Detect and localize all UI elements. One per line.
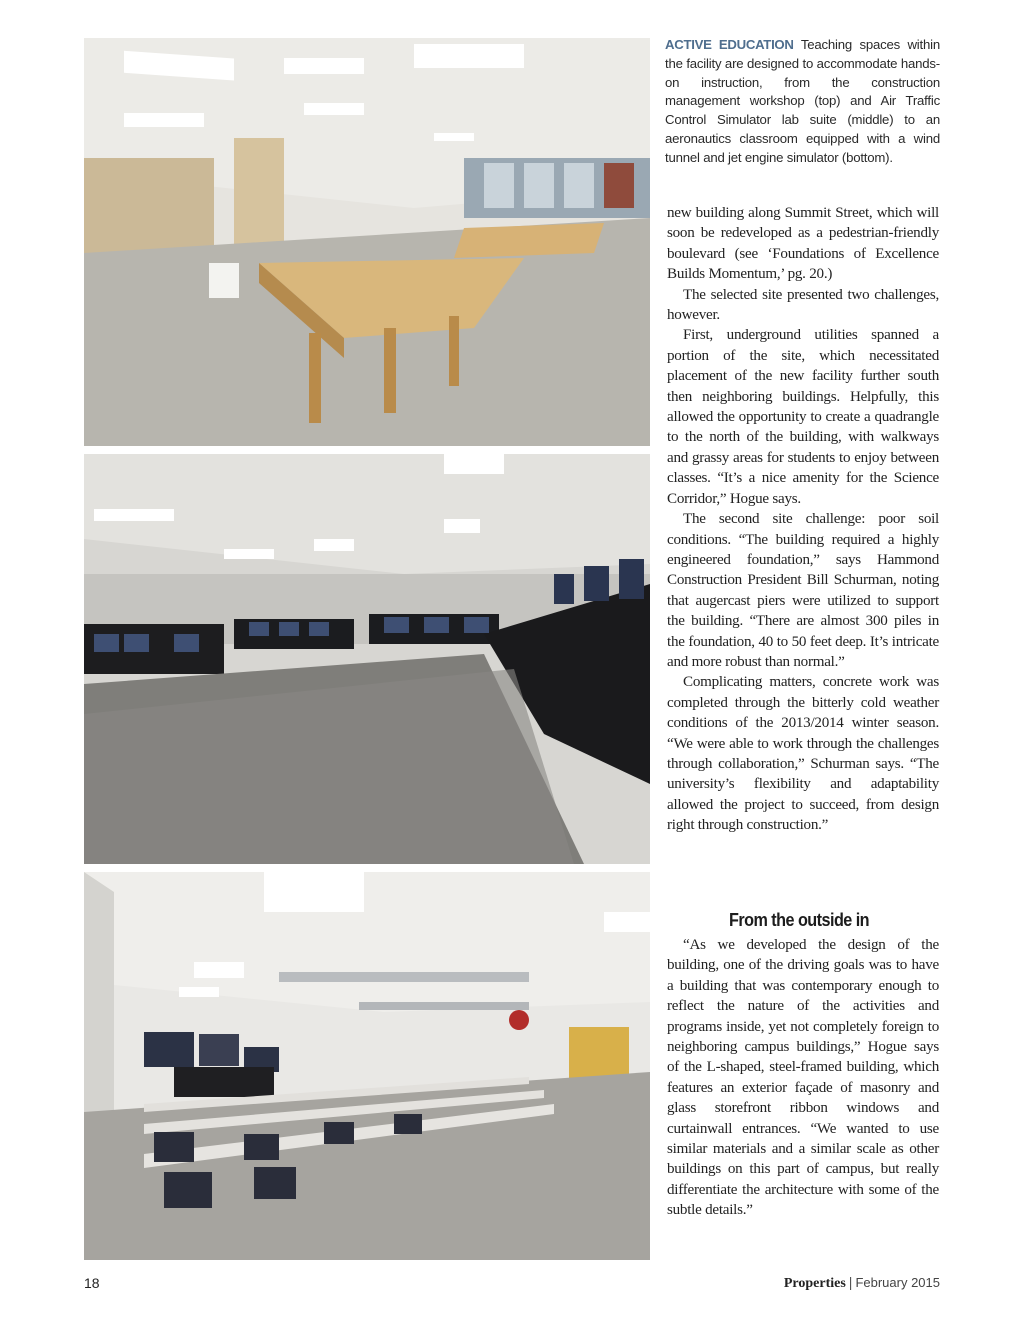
article-paragraph: new building along Summit Street, which will soon be redeveloped as a pedestrian-friendly boulevard (see ‘Foundations of Excellence Builds Momentum,’ pg. 20.) (667, 205, 939, 283)
article-body-bottom (667, 935, 939, 1221)
article-paragraph: The selected site presented two challenges, however. (667, 286, 939, 324)
photo-aeronautics-classroom (84, 872, 650, 1260)
section-heading: From the outside in (729, 910, 870, 930)
article-paragraph: “As we developed the design of the building, one of the driving goals was to have a building that was contemporary enough to reflect the nature of the activities and programs inside, yet not completely foreign to neighboring campus buildings,” Hogue says of the L-shaped, steel-framed building, which features an exterior façade of masonry and glass storefront ribbon windows and curtainwall entrances. “We wanted to use similar materials and a similar scale as other buildings on this part of campus, but really differentiate the architecture with some of the subtle details.” (667, 937, 939, 1219)
article-paragraph: The second site challenge: poor soil conditions. “The building required a highly engineered foundation,” says Hammond Construction President Bill Schurman, noting that augercast piers were utilized to support the building. “There are almost 300 piles in the foundation, 40 to 50 feet deep. It’s intricate and more robust than normal.” (667, 511, 939, 670)
footer-separator: | (848, 1274, 853, 1290)
article-body-top (667, 203, 939, 836)
issue-date: February 2015 (855, 1275, 940, 1290)
article-paragraph: Complicating matters, concrete work was completed through the bitterly cold weather conditions of the 2013/2014 winter season. “We were able to work through the challenges through collaboration,” Schurman says. “The university’s flexibility and adaptability allowed the project to succeed, from design right through construction.” (667, 674, 939, 834)
caption-lead: ACTIVE EDUCATION (665, 37, 794, 52)
caption-text: Teaching spaces within the facility are designed to accommodate hands-on instruction, from the construction management workshop (top) and Air Traffic Control Simulator lab suite (middle) to an aeronautics classroom equipped with a wind tunnel and jet engine simulator (bottom). (665, 37, 940, 165)
footer-publication (784, 1274, 940, 1292)
magazine-name: Properties (783, 1276, 846, 1291)
page-number: 18 (84, 1275, 100, 1291)
photo-atc-simulator-lab (84, 454, 650, 864)
article-paragraph: First, underground utilities spanned a portion of the site, which necessitated placement of the new facility further south then neighboring buildings. Helpfully, this allowed the opportunity to create a quadrangle to the north of the building, with walkways and grassy areas for students to enjoy between classes. “It’s a nice amenity for the Science Corridor,” Hogue says. (667, 327, 939, 507)
photo-construction-workshop (84, 38, 650, 446)
photo-caption (665, 36, 940, 168)
